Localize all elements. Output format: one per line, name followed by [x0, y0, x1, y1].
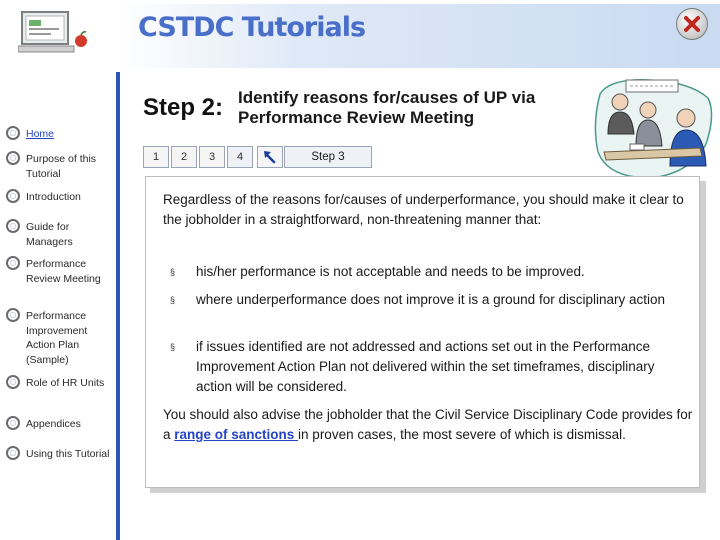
step-tab-3[interactable]: 3 — [199, 146, 225, 168]
current-step-label: Step 3 — [284, 146, 372, 168]
closing-text-after: in proven cases, the most severe of which is dismissal. — [298, 427, 626, 442]
radio-bullet-icon — [6, 446, 20, 460]
bullet-marker: § — [170, 267, 176, 277]
sidebar-item-label: Home — [26, 128, 55, 140]
radio-bullet-icon — [6, 416, 20, 430]
list-item — [170, 262, 680, 282]
radio-bullet-icon — [6, 308, 20, 322]
sidebar-item-label: Performance Review Meeting — [26, 258, 101, 285]
app-title: CSTDC Tutorials — [138, 12, 366, 43]
radio-bullet-icon — [6, 151, 20, 165]
meeting-people-icon — [590, 74, 716, 186]
sidebar-item-guide-for-managers[interactable] — [6, 220, 116, 249]
list-item — [170, 290, 680, 310]
intro-paragraph: Regardless of the reasons for/causes of underperformance, you should make it clear to the jobholder in a straightforward, non-threatening manner that: — [163, 192, 684, 227]
close-x-icon — [677, 9, 707, 39]
bullet-marker: § — [170, 342, 176, 352]
list-item — [170, 337, 680, 397]
bullet-text: if issues identified are not addressed and actions set out in the Performance Improvement Action Plan not delivered within the set timeframes, disciplinary action will be considered. — [196, 339, 655, 394]
sidebar-item-performance-review-meeting[interactable] — [6, 257, 116, 286]
range-of-sanctions-link[interactable]: range of sanctions — [174, 427, 299, 442]
sidebar-divider — [116, 72, 120, 540]
back-arrow-button[interactable] — [257, 146, 283, 168]
computer-apple-icon — [18, 8, 96, 58]
sidebar-item-home[interactable] — [6, 127, 116, 142]
bullet-text: his/her performance is not acceptable and needs to be improved. — [196, 264, 585, 279]
sidebar-item-appendices[interactable] — [6, 417, 116, 432]
sidebar-item-label: Appendices — [26, 418, 81, 430]
step-number: Step 2: — [143, 94, 224, 121]
bullet-text: where underperformance does not improve it is a ground for disciplinary action — [196, 292, 665, 307]
sidebar-item-label: Introduction — [26, 191, 81, 203]
radio-bullet-icon — [6, 189, 20, 203]
radio-bullet-icon — [6, 256, 20, 270]
closing-text-before: You should also advise the jobholder that the Civil Service Disciplinary Code provides for a — [163, 407, 693, 442]
step-tab-1[interactable]: 1 — [143, 146, 169, 168]
sidebar-item-label: Using this Tutorial — [26, 448, 110, 460]
step-tab-2[interactable]: 2 — [171, 146, 197, 168]
step-tab-4[interactable]: 4 — [227, 146, 253, 168]
header — [0, 0, 720, 72]
bullet-marker: § — [170, 295, 176, 305]
sidebar-item-label: Performance Improvement Action Plan (Sample) — [26, 310, 88, 366]
close-button[interactable] — [676, 8, 708, 40]
sidebar-item-role-of-hr-units[interactable] — [6, 376, 116, 391]
sidebar-item-action-plan[interactable] — [6, 309, 116, 367]
arrow-up-left-icon — [258, 147, 282, 167]
closing-paragraph — [163, 405, 693, 445]
sidebar-item-introduction[interactable] — [6, 190, 116, 205]
sidebar-item-label: Purpose of this Tutorial — [26, 153, 97, 180]
sidebar — [0, 72, 116, 540]
step-title: Identify reasons for/causes of UP via Performance Review Meeting — [238, 88, 536, 127]
radio-bullet-icon — [6, 126, 20, 140]
radio-bullet-icon — [6, 375, 20, 389]
radio-bullet-icon — [6, 219, 20, 233]
sidebar-item-label: Role of HR Units — [26, 377, 105, 389]
sidebar-item-purpose[interactable] — [6, 152, 116, 181]
sidebar-item-using-this-tutorial[interactable] — [6, 447, 116, 462]
sidebar-item-label: Guide for Managers — [26, 221, 73, 248]
